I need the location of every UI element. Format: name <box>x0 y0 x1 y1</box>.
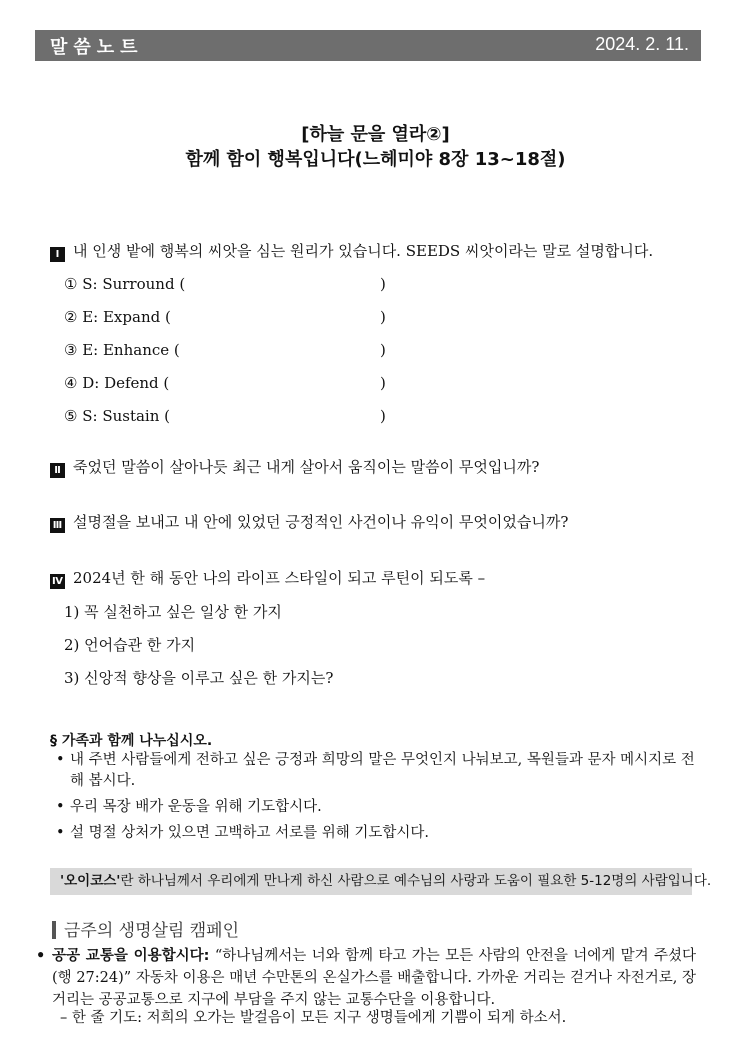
question-2 <box>50 456 539 478</box>
question-3 <box>50 511 568 533</box>
campaign-title <box>52 916 239 941</box>
seed-label: ⑤ S: Sustain ( <box>64 407 170 425</box>
seed-label: ④ D: Defend ( <box>64 374 170 392</box>
header-date: 2024. 2. 11. <box>595 34 689 54</box>
bullet-icon: • <box>36 947 46 964</box>
question-4 <box>50 567 485 589</box>
share-item-text: 내 주변 사람들에게 전하고 싶은 긍정과 희망의 말은 무엇인지 나눠보고, 목원들과 문자 메시지로 전해 봅시다. <box>70 752 695 789</box>
question-text: 내 인생 밭에 행복의 씨앗을 심는 원리가 있습니다. SEEDS 씨앗이라는 말로 설명합니다. <box>73 242 654 260</box>
question-text: 죽었던 말씀이 살아나듯 최근 내게 살아서 움직이는 말씀이 무엇입니까? <box>73 458 540 476</box>
seed-close: ) <box>380 341 386 359</box>
routine-item: 3) 신앙적 향상을 이루고 싶은 한 가지는? <box>64 669 334 687</box>
seed-close: ) <box>380 275 386 293</box>
sermon-series: [하늘 문을 열라②] <box>301 124 450 145</box>
seed-close: ) <box>380 374 386 392</box>
bullet-icon: • <box>56 752 65 768</box>
question-text: 2024년 한 해 동안 나의 라이프 스타일이 되고 루틴이 되도록 – <box>73 569 486 587</box>
campaign-bold: 공공 교통을 이용합시다: <box>52 948 210 964</box>
question-number-icon: Ⅰ <box>50 247 65 262</box>
oikos-box <box>50 868 712 895</box>
seed-label: ③ E: Enhance ( <box>64 341 180 359</box>
bullet-icon: • <box>56 799 65 815</box>
bullet-icon: • <box>56 825 65 841</box>
share-item-text: 우리 목장 배가 운동을 위해 기도합시다. <box>70 799 322 815</box>
question-number-icon: Ⅳ <box>52 576 63 587</box>
question-text: 설명절을 보내고 내 안에 있었던 긍정적인 사건이나 유익이 무엇이었습니까? <box>73 513 569 531</box>
share-title: § 가족과 함께 나누십시오. <box>50 733 213 749</box>
share-item <box>56 797 696 818</box>
share-item <box>56 750 696 792</box>
header-title: 말씀노트 <box>50 37 144 58</box>
seed-item <box>64 308 386 326</box>
seed-item <box>64 341 386 359</box>
seed-label: ② E: Expand ( <box>64 308 171 326</box>
share-item <box>56 823 696 844</box>
question-number-icon: Ⅲ <box>50 518 65 533</box>
campaign-text: “하나님께서는 너와 함께 타고 가는 모든 사람의 안전을 너에게 맡겨 주셨다(행 27:24)” 자동차 이용은 매년 수만톤의 온실가스를 배출합니다. 가까운 거리는 걷거나 자전거로, 장거리는 공공교통으로 지구에 부담을 주지 않는 교통수단을 이용합니다. <box>52 948 696 1008</box>
seed-item <box>64 374 386 392</box>
oikos-text: 란 하나님께서 우리에게 만나게 하신 사람으로 예수님의 사랑과 도움이 필요한 5-12명의 사람입니다. <box>120 873 712 889</box>
campaign-prayer: – 한 줄 기도: 저희의 오가는 발걸음이 모든 지구 생명들에게 기쁨이 되게 하소서. <box>60 1010 567 1026</box>
routine-item: 1) 꼭 실천하고 싶은 일상 한 가지 <box>64 603 282 621</box>
oikos-term: '오이코스' <box>60 873 121 889</box>
seed-close: ) <box>380 407 386 425</box>
question-number-icon: Ⅱ <box>50 463 65 478</box>
share-item-text: 설 명절 상처가 있으면 고백하고 서로를 위해 기도합시다. <box>70 825 430 841</box>
seed-item <box>64 407 386 425</box>
seed-label: ① S: Surround ( <box>64 275 186 293</box>
campaign-title-text: 금주의 생명살림 캠페인 <box>64 921 240 941</box>
sermon-title: 함께 함이 행복입니다(느헤미야 8장 13~18절) <box>185 149 566 170</box>
question-1 <box>50 240 653 262</box>
seed-item <box>64 275 386 293</box>
routine-item: 2) 언어습관 한 가지 <box>64 636 196 654</box>
section-bar-icon <box>52 921 56 939</box>
header-bar <box>35 30 701 61</box>
seed-close: ) <box>380 308 386 326</box>
campaign-paragraph <box>36 945 696 1011</box>
